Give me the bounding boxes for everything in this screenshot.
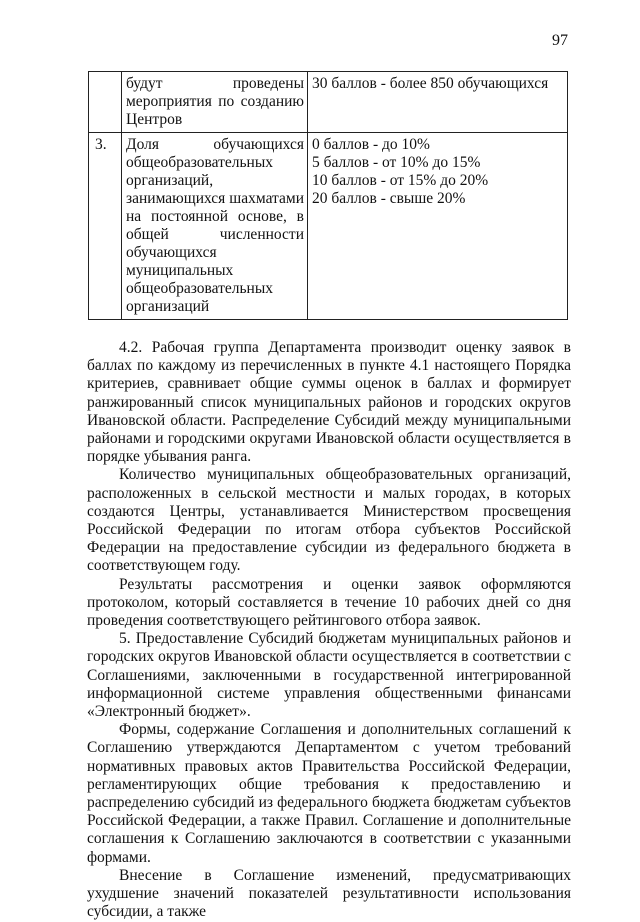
criterion-line: организаций <box>126 298 210 315</box>
criterion-line: общеобразовательных <box>126 280 274 297</box>
score-line: 10 баллов - от 15% до 20% <box>312 172 489 189</box>
criterion-line: Доля обучающихся <box>126 136 304 153</box>
score-line: 20 баллов - свыше 20% <box>312 190 466 207</box>
criterion-line: обучающихся <box>126 244 217 261</box>
table-row <box>89 133 568 320</box>
criterion-line: будут проведены <box>126 75 304 92</box>
paragraph: Внесение в Соглашение изменений, предусматривающих ухудшение значений показателей результативности использования субсидии, а также <box>87 866 571 921</box>
document-body <box>87 339 571 922</box>
row-number: 3. <box>89 133 122 320</box>
criterion-line: мероприятия по созданию <box>126 93 304 110</box>
criterion-line: Центров <box>126 111 183 128</box>
criteria-table <box>88 71 568 320</box>
score-line: 0 баллов - до 10% <box>312 136 430 153</box>
row-number <box>89 72 122 133</box>
criterion-name <box>122 72 308 133</box>
criterion-name <box>122 133 308 320</box>
paragraph: Результаты рассмотрения и оценки заявок оформляются протоколом, который составляется в течение 10 рабочих дней со дня проведения соответствующего рейтингового отбора заявок. <box>87 575 571 630</box>
paragraph: Формы, содержание Соглашения и дополнительных соглашений к Соглашению утверждаются Департаментом с учетом требований нормативных правовых актов Правительства Российской Федерации, регламентирующих общие требования к предоставлению и распределению субсидий из федерального бюджета бюджетам субъектов Российской Федерации, а также Правил. Соглашение и дополнительные соглашения к Соглашению заключаются в соответствии с указанными формами. <box>87 721 571 866</box>
paragraph: 5. Предоставление Субсидий бюджетам муниципальных районов и городских округов Ивановской области осуществляется в соответствии с Соглашениями, заключенными в государственной интегрированной информационной системе управления общественными финансами «Электронный бюджет». <box>87 630 571 721</box>
criterion-line: муниципальных <box>126 262 234 279</box>
table-row <box>89 72 568 133</box>
paragraph: 4.2. Рабочая группа Департамента производит оценку заявок в баллах по каждому из перечисленных в пункте 4.1 настоящего Порядка критериев, сравнивает общие суммы оценок в баллах и формирует ранжированный список муниципальных районов и городских округов Ивановской области. Распределение Субсидий между муниципальными районами и городскими округами Ивановской области осуществляется в порядке убывания ранга. <box>87 339 571 466</box>
criterion-line: занимающихся шахматами <box>126 190 304 207</box>
paragraph: Количество муниципальных общеобразовательных организаций, расположенных в сельской местности и малых городах, в которых создаются Центры, устанавливается Министерством просвещения Российской Федерации по итогам отбора субъектов Российской Федерации на предоставление субсидии из федерального бюджета в соответствующем году. <box>87 466 571 575</box>
criterion-line: организаций, <box>126 172 214 189</box>
criterion-line: на постоянной основе, в <box>126 208 304 225</box>
criterion-line: общеобразовательных <box>126 154 274 171</box>
criterion-line: общей численности <box>126 226 304 243</box>
score-line: 30 баллов - более 850 обучающихся <box>312 75 549 92</box>
score-cell <box>308 133 568 320</box>
score-cell <box>308 72 568 133</box>
score-line: 5 баллов - от 10% до 15% <box>312 154 481 171</box>
page-number: 97 <box>552 32 568 49</box>
